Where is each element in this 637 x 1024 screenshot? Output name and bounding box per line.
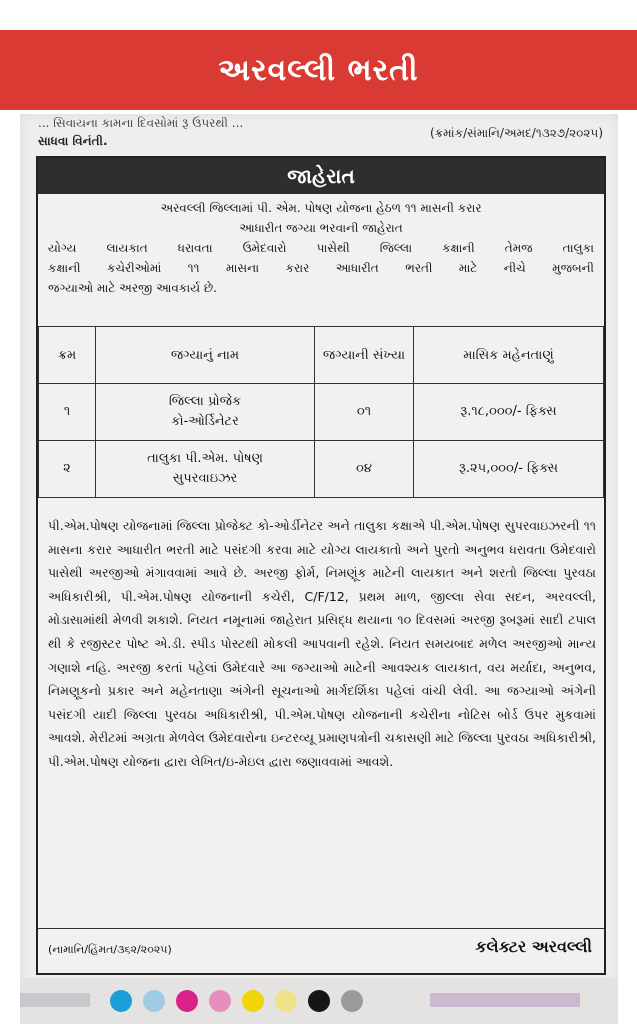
row-post-name bbox=[96, 384, 315, 441]
row-post-name bbox=[96, 441, 315, 498]
print-bar bbox=[20, 993, 90, 1007]
notice-heading: જાહેરાત bbox=[287, 164, 355, 188]
header-post-name: જગ્યાનું નામ bbox=[96, 327, 315, 384]
row-post-count: ૦૪ bbox=[315, 441, 414, 498]
header-post-count bbox=[315, 327, 414, 384]
post-name-line: જિલ્લા પ્રોજેક bbox=[168, 394, 242, 409]
notice-body-paragraph: પી.એમ.પોષણ યોજનામાં જિલ્લા પ્રોજેક્ટ કો-ઓર્ડીનેટર અને તાલુકા કક્ષાએ પી.એમ.પોષણ સુપરવાઇઝરની ૧૧ માસના કરાર આધારીત ભરતી માટે પસંદગી કરવા માટે યોગ્ય લાયકાતો અને પુરતો અનુભવ ધરાવતા ઉમેદવારો પાસેથી અરજીઓ મંગાવવામાં આવે છે. અરજી ફોર્મ, નિમણૂંક માટેની લાયકાત અને શરતો જિલ્લા પુરવઠા અધિકારીશ્રી, પી.એમ.પોષણ યોજનાની કચેરી, C/F/12, પ્રથમ માળ, જીલ્લા સેવા સદન, અરવલ્લી, મોડાસામાંથી મેળવી શકાશે. નિયત નમૂનામાં જાહેરાત પ્રસિદ્ધ થયાના ૧૦ દિવસમાં અરજી રૂબરૂમાં સાદી ટપાલ થી કે રજીસ્ટર પોષ્ટ એ.ડી. સ્પીડ પોસ્ટથી મોકલી આપવાની રહેશે. નિયત સમયબાદ મળેલ અરજીઓ માન્ય ગણાશે નહિ. અરજી કરતાં પહેલાં ઉમેદવારે આ જગ્યાઓ માટેની આવશ્યક લાયકાત, વય મર્યાદા, અનુભવ, નિમણૂકનો પ્રકાર અને મહેનતાણા અંગેની સૂચનાઓ માર્ગદર્શિકા પહેલાં વાંચી લેવી. આ જગ્યાઓ અંગેની પસંદગી યાદી જિલ્લા પુરવઠા અધિકારીશ્રી, પી.એમ.પોષણ યોજનાની કચેરીના નોટિસ બોર્ડ ઉપર મુકવામાં આવશે. મેરીટમાં અગ્રતા મેળવેલ ઉમેદવારોના ઇન્ટરવ્યૂ પ્રમાણપત્રોની ચકાસણી માટે જિલ્લા પુરવઠા અધિકારીશ્રી, પી.એમ.પોષણ યોજના દ્વારા લેખિત/ઇ-મેઇલ દ્વારા જણાવવામાં આવશે. bbox=[48, 518, 596, 769]
partial-text-line-2: સાધવા વિનંતી. bbox=[38, 134, 108, 148]
header-serial: ક્રમ bbox=[39, 327, 96, 384]
row-serial: ૧ bbox=[39, 384, 96, 441]
previous-notice-reference: (ક્રમાંક/સંમાનિ/અમદ/૧૩૨૭/૨૦૨૫) bbox=[430, 126, 603, 140]
header-post-count-text: જગ્યાની સંખ્યા bbox=[322, 347, 406, 363]
cyan-swatch bbox=[110, 990, 132, 1012]
intro-line: યોગ્ય લાયકાત ધરાવતા ઉમેદવારો પાસેથી જિલ્લા કક્ષાની તેમજ તાલુકા bbox=[48, 241, 594, 255]
notice-reference-number: (નામાનિ/હિંમત/૩૬૨/૨૦૨૫) bbox=[48, 943, 172, 956]
newspaper-clipping bbox=[20, 114, 618, 1024]
post-name-line: સુપરવાઇઝર bbox=[172, 471, 238, 486]
light-yellow-swatch bbox=[275, 990, 297, 1012]
intro-line: કક્ષાની કચેરીઓમાં ૧૧ માસના કરાર આધારીત ભરતી માટે નીચે મુજબની bbox=[48, 261, 594, 275]
recruitment-notice bbox=[36, 156, 606, 975]
intro-line: જગ્યાઓ માટે અરજી આવકાર્ય છે. bbox=[48, 281, 217, 295]
row-serial: ૨ bbox=[39, 441, 96, 498]
partial-text-line: ... સિવાયના કામના દિવસોમાં રૂ ઉપરથી ... bbox=[38, 116, 244, 130]
magenta-swatch bbox=[176, 990, 198, 1012]
banner-title: અરવલ્લી ભરતી bbox=[218, 52, 419, 88]
notice-intro bbox=[48, 198, 594, 298]
row-post-count: ૦૧ bbox=[315, 384, 414, 441]
black-swatch bbox=[308, 990, 330, 1012]
light-magenta-swatch bbox=[209, 990, 231, 1012]
posts-table bbox=[38, 326, 604, 498]
collector-signature-line: કલેક્ટર અરવલ્લી bbox=[475, 937, 592, 956]
notice-body bbox=[48, 514, 596, 774]
page-banner bbox=[0, 30, 637, 110]
table-row bbox=[39, 441, 604, 498]
row-monthly-pay: રૂ.૨૫,૦૦૦/- ફિક્સ bbox=[414, 441, 604, 498]
row-monthly-pay: રૂ.૧૮,૦૦૦/- ફિક્સ bbox=[414, 384, 604, 441]
notice-footer bbox=[38, 928, 604, 974]
post-name-line: કો-ઓર્ડિનેટર bbox=[171, 414, 239, 429]
intro-line: અરવલ્લી જિલ્લામાં પી. એમ. પોષણ યોજના હેઠળ ૧૧ માસની કરાર bbox=[160, 201, 482, 215]
print-color-marks bbox=[20, 978, 618, 1024]
light-cyan-swatch bbox=[143, 990, 165, 1012]
previous-notice-fragment bbox=[38, 116, 603, 154]
notice-heading-bar bbox=[38, 158, 604, 194]
yellow-swatch bbox=[242, 990, 264, 1012]
table-header-row bbox=[39, 327, 604, 384]
gray-swatch bbox=[341, 990, 363, 1012]
print-bar bbox=[430, 993, 580, 1007]
header-monthly-pay: માસિક મહેનતાણું bbox=[414, 327, 604, 384]
post-name-line: તાલુકા પી.એમ. પોષણ bbox=[147, 451, 263, 466]
table-row bbox=[39, 384, 604, 441]
intro-line: આધારીત જગ્યા ભરવાની જાહેરાત bbox=[239, 221, 403, 235]
